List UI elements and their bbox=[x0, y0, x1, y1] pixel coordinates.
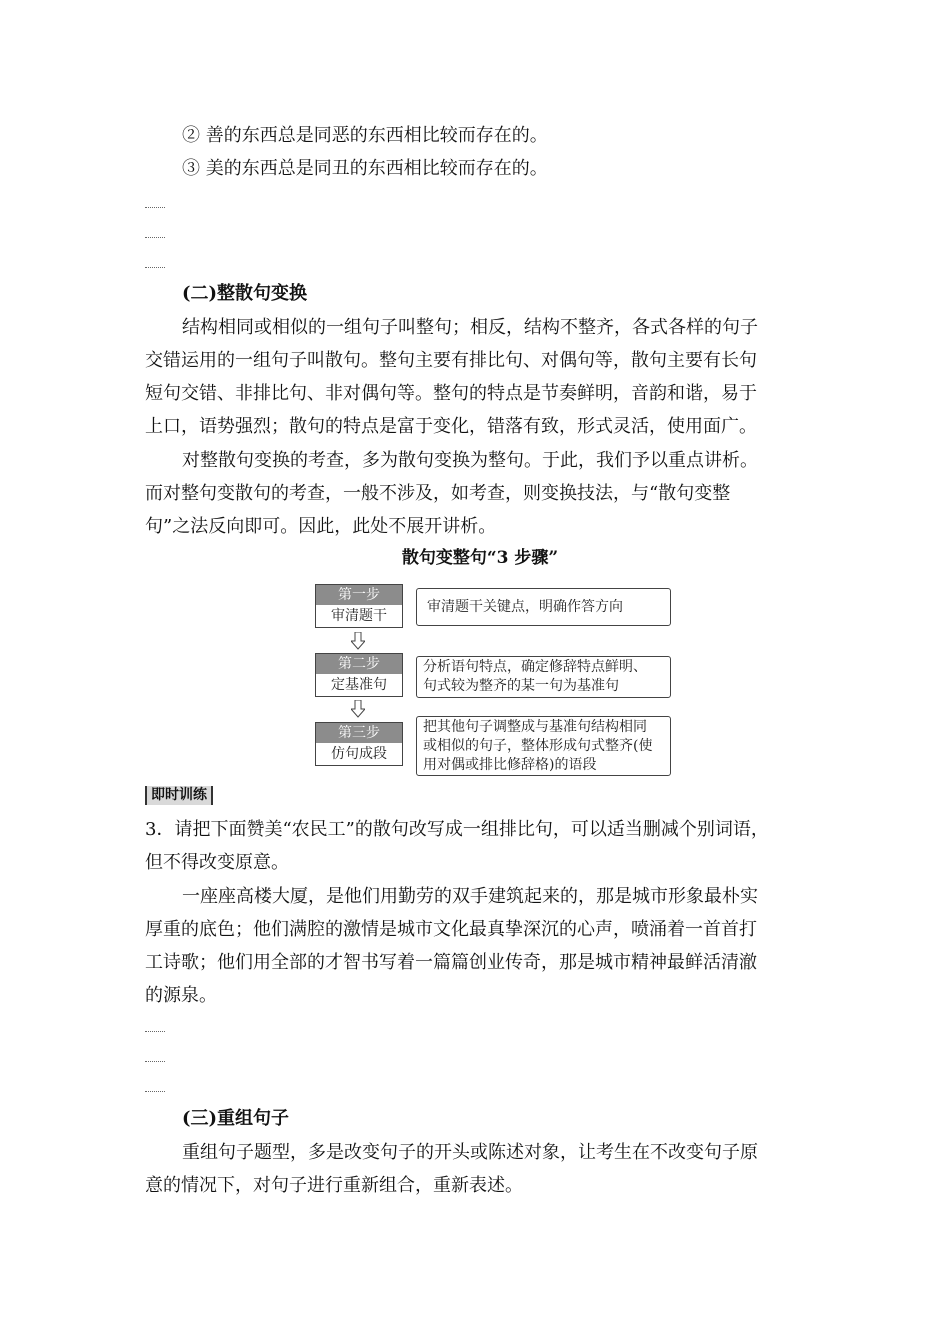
passage-line: 的源泉。 bbox=[145, 985, 217, 1006]
line-2: ② 善的东西总是同恶的东西相比较而存在的。 bbox=[182, 125, 548, 146]
training-tag: 即时训练 bbox=[145, 786, 213, 805]
paragraph-line: 而对整句变散句的考查，一般不涉及，如考查，则变换技法，与“散句变整 bbox=[145, 483, 731, 504]
paragraph-line: 意的情况下，对句子进行重新组合，重新表述。 bbox=[145, 1175, 523, 1196]
step-1-description bbox=[416, 588, 671, 626]
step-2-box bbox=[315, 653, 403, 697]
step-label: 第三步 bbox=[316, 723, 402, 743]
answer-line bbox=[145, 1031, 165, 1032]
down-arrow-icon bbox=[351, 632, 365, 650]
step-name: 定基准句 bbox=[331, 677, 387, 693]
step-3-box bbox=[315, 722, 403, 766]
three-step-flowchart bbox=[315, 582, 675, 777]
paragraph-line: 句”之法反向即可。因此，此处不展开讲析。 bbox=[145, 516, 497, 537]
paragraph-line: 对整散句变换的考查，多为散句变换为整句。于此，我们予以重点讲析。 bbox=[182, 450, 758, 471]
step-name: 审清题干 bbox=[331, 608, 387, 624]
question-line: 但不得改变原意。 bbox=[145, 852, 289, 873]
description-line: 句式较为整齐的某一句为基准句 bbox=[423, 678, 619, 694]
description-line: 用对偶或排比修辞格)的语段 bbox=[423, 756, 597, 773]
diagram-title: 散句变整句“3 步骤” bbox=[401, 548, 559, 568]
section-heading: (三)重组句子 bbox=[182, 1108, 290, 1129]
answer-line bbox=[145, 267, 165, 268]
step-1-box bbox=[315, 584, 403, 628]
paragraph-line: 结构相同或相似的一组句子叫整句；相反，结构不整齐，各式各样的句子 bbox=[182, 317, 758, 338]
line-3: ③ 美的东西总是同丑的东西相比较而存在的。 bbox=[182, 158, 548, 179]
passage-line: 工诗歌；他们用全部的才智书写着一篇篇创业传奇，那是城市精神最鲜活清澈 bbox=[145, 952, 757, 973]
section-heading: (二)整散句变换 bbox=[182, 283, 308, 304]
answer-line bbox=[145, 207, 165, 208]
step-3-description bbox=[416, 716, 671, 776]
passage-line: 厚重的底色；他们满腔的激情是城市文化最真挚深沉的心声，喷涌着一首首打 bbox=[145, 919, 757, 940]
answer-line bbox=[145, 237, 165, 238]
step-label: 第二步 bbox=[316, 654, 402, 674]
down-arrow-icon bbox=[351, 700, 365, 718]
paragraph-line: 重组句子题型，多是改变句子的开头或陈述对象，让考生在不改变句子原 bbox=[182, 1142, 758, 1163]
description-line: 或相似的句子，整体形成句式整齐(使 bbox=[423, 737, 653, 754]
step-2-description bbox=[416, 656, 671, 698]
description-line: 分析语句特点，确定修辞特点鲜明、 bbox=[423, 659, 647, 675]
paragraph-line: 短句交错、非排比句、非对偶句等。整句的特点是节奏鲜明，音韵和谐，易于 bbox=[145, 383, 757, 404]
step-label: 第一步 bbox=[316, 585, 402, 605]
paragraph-line: 交错运用的一组句子叫散句。整句主要有排比句、对偶句等，散句主要有长句 bbox=[145, 350, 757, 371]
answer-line bbox=[145, 1091, 165, 1092]
passage-line: 一座座高楼大厦，是他们用勤劳的双手建筑起来的，那是城市形象最朴实 bbox=[182, 886, 758, 907]
description-line: 审清题干关键点，明确作答方向 bbox=[427, 598, 623, 615]
paragraph-line: 上口，语势强烈；散句的特点是富于变化，错落有致，形式灵活，使用面广。 bbox=[145, 416, 757, 437]
description-line: 把其他句子调整成与基准句结构相同 bbox=[423, 718, 647, 735]
answer-line bbox=[145, 1061, 165, 1062]
question-line: 3．请把下面赞美“农民工”的散句改写成一组排比句，可以适当删减个别词语， bbox=[145, 819, 769, 840]
step-name: 仿句成段 bbox=[331, 746, 387, 762]
